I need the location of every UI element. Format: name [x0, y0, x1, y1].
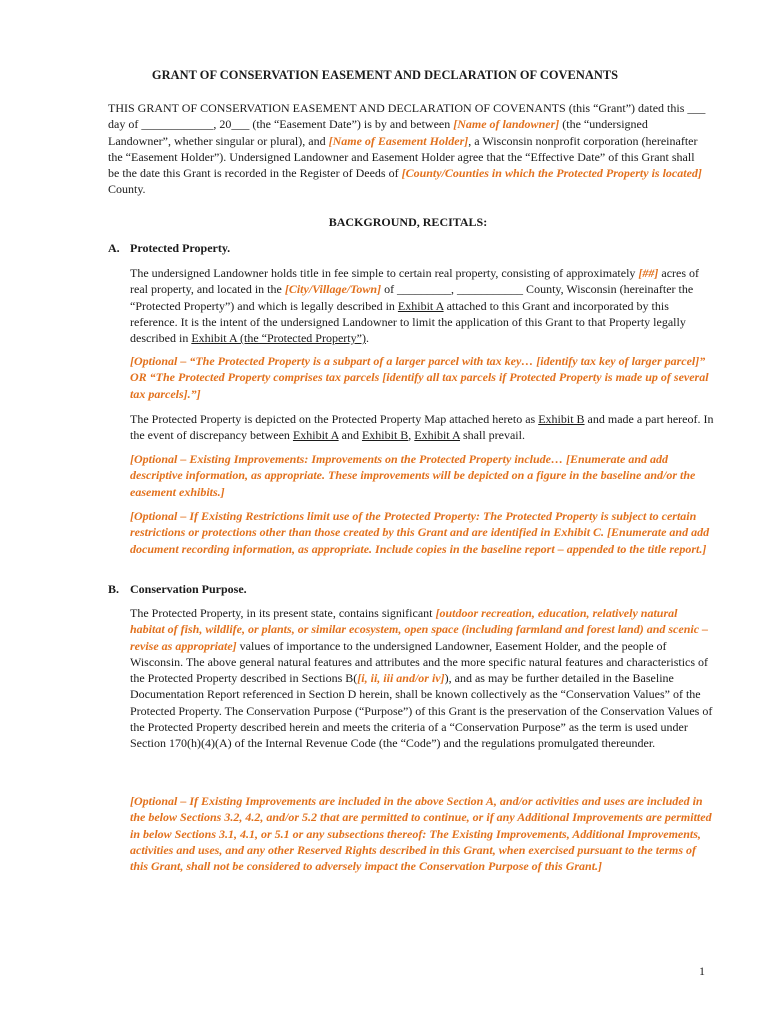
- section-b-letter: B.: [108, 582, 120, 596]
- placeholder-text: [Name of landowner]: [453, 117, 560, 132]
- text-run: and made a part hereof. In the event of discrepancy between: [130, 412, 714, 443]
- section-a-paragraph-1: [130, 265, 715, 346]
- section-b-optional-improvements: [130, 793, 715, 874]
- section-a-paragraph-map: [130, 411, 715, 444]
- text-run: acres of real property, and located in the: [130, 266, 700, 297]
- section-a-optional-existing-restrictions: [130, 508, 715, 557]
- placeholder-text: [##]: [638, 266, 659, 280]
- text-run: values of importance to the undersigned Landowner, Easement Holder, and the people of Wisconsin. The above general natural features and attributes and the more specific natural features and characteristics of the Protected Property described in Sections B(: [130, 638, 709, 686]
- section-b-title: Conservation Purpose.: [130, 582, 247, 596]
- exhibit-reference: Exhibit A (the “Protected Property”): [191, 331, 366, 346]
- placeholder-text: [County/Counties in which the Protected Property is located]: [401, 166, 702, 181]
- text-run: of _________, ___________ County, Wisconsin (hereinafter the “Protected Property”) and which is legally described in: [130, 282, 694, 313]
- exhibit-reference: Exhibit A: [414, 428, 460, 443]
- text-run: and: [338, 428, 362, 443]
- placeholder-text: [outdoor recreation, education, relatively natural habitat of fish, wildlife, or plants, or similar ecosystem, open space (including farmland and forest land) and scenic – revise as appropriate]: [130, 606, 709, 653]
- section-a-title: Protected Property.: [130, 241, 231, 255]
- placeholder-text: [i, ii, iii and/or iv]: [357, 671, 445, 686]
- exhibit-reference: Exhibit B: [538, 412, 585, 426]
- text-run: (the “undersigned Landowner”, whether singular or plural), and: [108, 117, 648, 148]
- placeholder-text: [Optional – If Existing Improvements are included in the above Section A, and/or activities and uses are included in the below Sections 3.2, 4.2, and/or 5.2 that are permitted to continue, or if any Additional Improvements are permitted in below Sections 3.1, 4.1, or 5.1 or any subsections thereof: The Existing Improvements, Additional Improvements, activities and uses, and any other Reserved Rights described in this Grant, when exercised pursuant to the terms of this Grant, shall not be considered to adversely impact the Conservation Purpose of this Grant.]: [130, 794, 712, 874]
- background-recitals-heading: BACKGROUND, RECITALS:: [328, 215, 488, 229]
- text-run: .: [365, 331, 369, 346]
- section-a-heading: [108, 240, 230, 256]
- text-run: shall prevail.: [459, 428, 525, 443]
- text-run: ,: [408, 428, 415, 443]
- placeholder-text: [Optional – If Existing Restrictions limit use of the Protected Property: The Protected Property is subject to certain restrictions or protections other than those created by this Grant and are identified in Exhibit C. [Enumerate and add document recording information, as appropriate. Include copies in the baseline report – appended to the title report.]: [130, 509, 710, 556]
- placeholder-text: [Name of Easement Holder]: [328, 133, 469, 148]
- section-b-heading: [108, 581, 247, 597]
- section-b-paragraph-1: [130, 605, 715, 752]
- placeholder-text: [Optional – Existing Improvements: Improvements on the Protected Property include… [Enumerate and add descriptive information, as appropriate. These improvements will be depicted on a figure in the baseline and/or the easement exhibits.]: [130, 452, 696, 499]
- text-run: ), and as may be further detailed in the Baseline Documentation Report referenced in Section D herein, shall be known collectively as the “Conservation Values” of the Protected Property. The Conservation Purpose (“Purpose”) of this Grant is the preservation of the Conservation Values of the Protected Property described herein and meets the criteria of a “Conservation Purpose” as the term is used under Section 170(h)(4)(A) of the Internal Revenue Code (the “Code”) and the regulations promulgated thereunder.: [130, 671, 713, 751]
- section-a-optional-existing-improvements: [130, 451, 715, 500]
- text-run: The Protected Property, in its present state, contains significant: [130, 606, 436, 620]
- text-run: THIS GRANT OF CONSERVATION EASEMENT AND DECLARATION OF COVENANTS (this “Grant”) dated this ___ day of ____________, 20___ (the “Easement Date”) is by and between: [108, 101, 706, 132]
- exhibit-reference: Exhibit A: [397, 298, 444, 313]
- exhibit-reference: Exhibit A: [292, 428, 339, 443]
- section-a-letter: A.: [108, 241, 120, 255]
- placeholder-text: [Optional – “The Protected Property is a subpart of a larger parcel with tax key… [identify tax key of larger parcel]” OR “The Protected Property comprises tax parcels [identify all tax parcels if Protected Property is made up of several tax parcels].”]: [130, 354, 709, 401]
- text-run: County.: [108, 182, 146, 197]
- text-run: , a Wisconsin nonprofit corporation (hereinafter the “Easement Holder”). Undersigned Landowner and Easement Holder agree that the “Effective Date” of this Grant shall be the date this Grant is recorded in the Register of Deeds of: [108, 133, 698, 181]
- placeholder-text: [City/Village/Town]: [284, 282, 382, 297]
- text-run: The Protected Property is depicted on the Protected Property Map attached hereto as: [130, 412, 539, 426]
- text-run: attached to this Grant and incorporated by this reference. It is the intent of the undersigned Landowner to limit the application of this Grant to that Property legally described in: [130, 298, 686, 346]
- text-run: The undersigned Landowner holds title in fee simple to certain real property, consisting of approximately: [130, 266, 639, 280]
- document-title: GRANT OF CONSERVATION EASEMENT AND DECLARATION OF COVENANTS: [151, 68, 619, 82]
- intro-paragraph: [108, 100, 708, 198]
- page-number: 1: [699, 964, 705, 978]
- section-a-optional-tax-parcels: [130, 353, 715, 402]
- exhibit-reference: Exhibit B: [361, 428, 409, 443]
